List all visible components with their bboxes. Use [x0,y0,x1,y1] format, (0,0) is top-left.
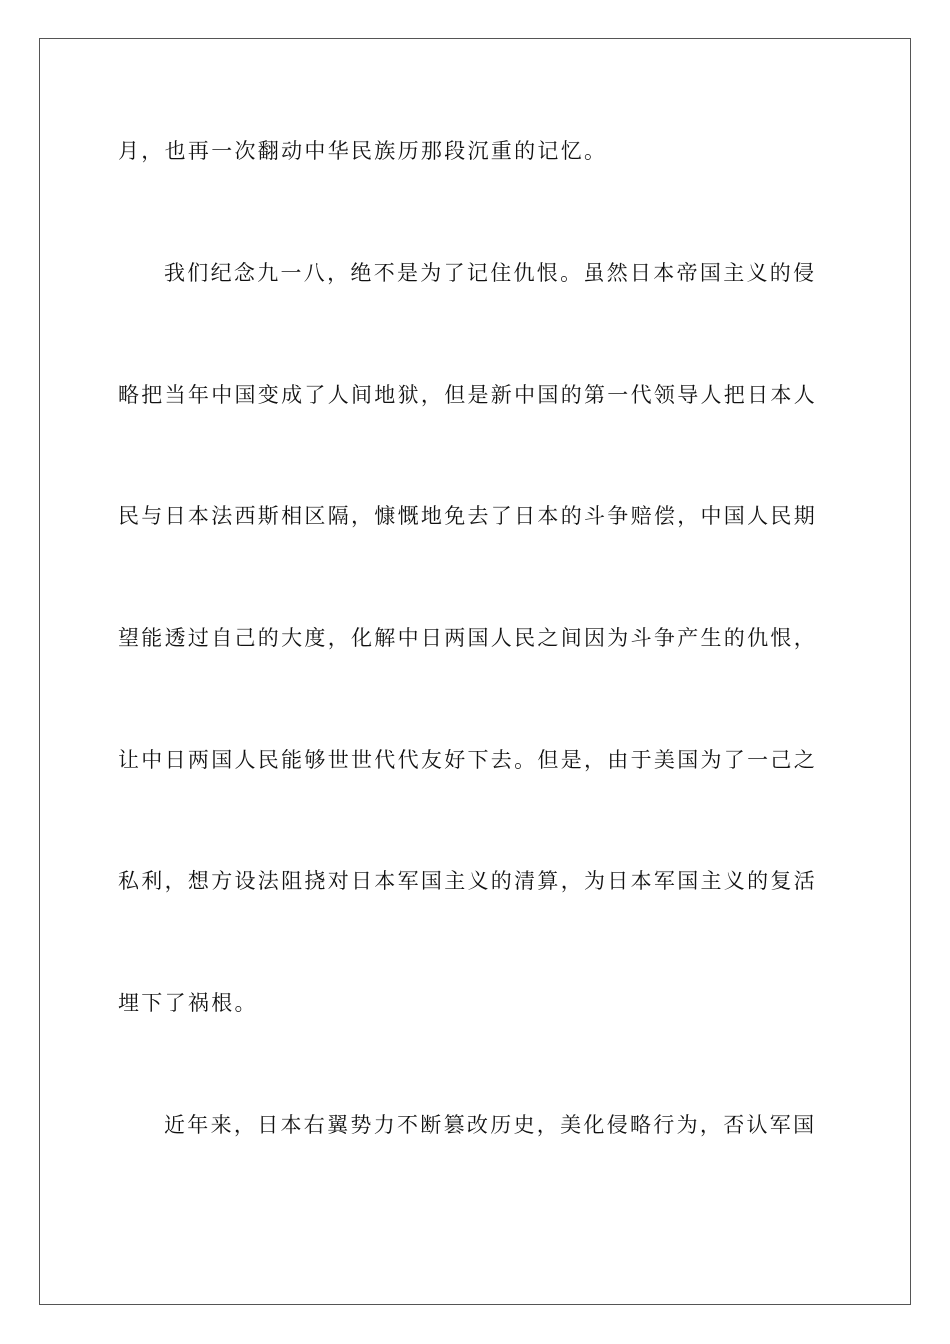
text-line-1: 月，也再一次翻动中华民族历那段沉重的记忆。 [118,139,608,163]
text-line-7: 私利，想方设法阻挠对日本军国主义的清算，为日本军国主义的复活 [118,869,817,893]
text-line-2-paragraph-start: 我们纪念九一八，绝不是为了记住仇恨。虽然日本帝国主义的侵 [164,261,817,285]
text-line-3: 略把当年中国变成了人间地狱，但是新中国的第一代领导人把日本人 [118,383,817,407]
text-line-5: 望能透过自己的大度，化解中日两国人民之间因为斗争产生的仇恨， [118,626,817,650]
text-line-8: 埋下了祸根。 [118,991,258,1015]
text-line-6: 让中日两国人民能够世世代代友好下去。但是，由于美国为了一己之 [118,748,817,772]
text-line-9-paragraph-start: 近年来，日本右翼势力不断篡改历史，美化侵略行为，否认军国 [164,1113,817,1137]
text-line-4: 民与日本法西斯相区隔，慷慨地免去了日本的斗争赔偿，中国人民期 [118,504,817,528]
